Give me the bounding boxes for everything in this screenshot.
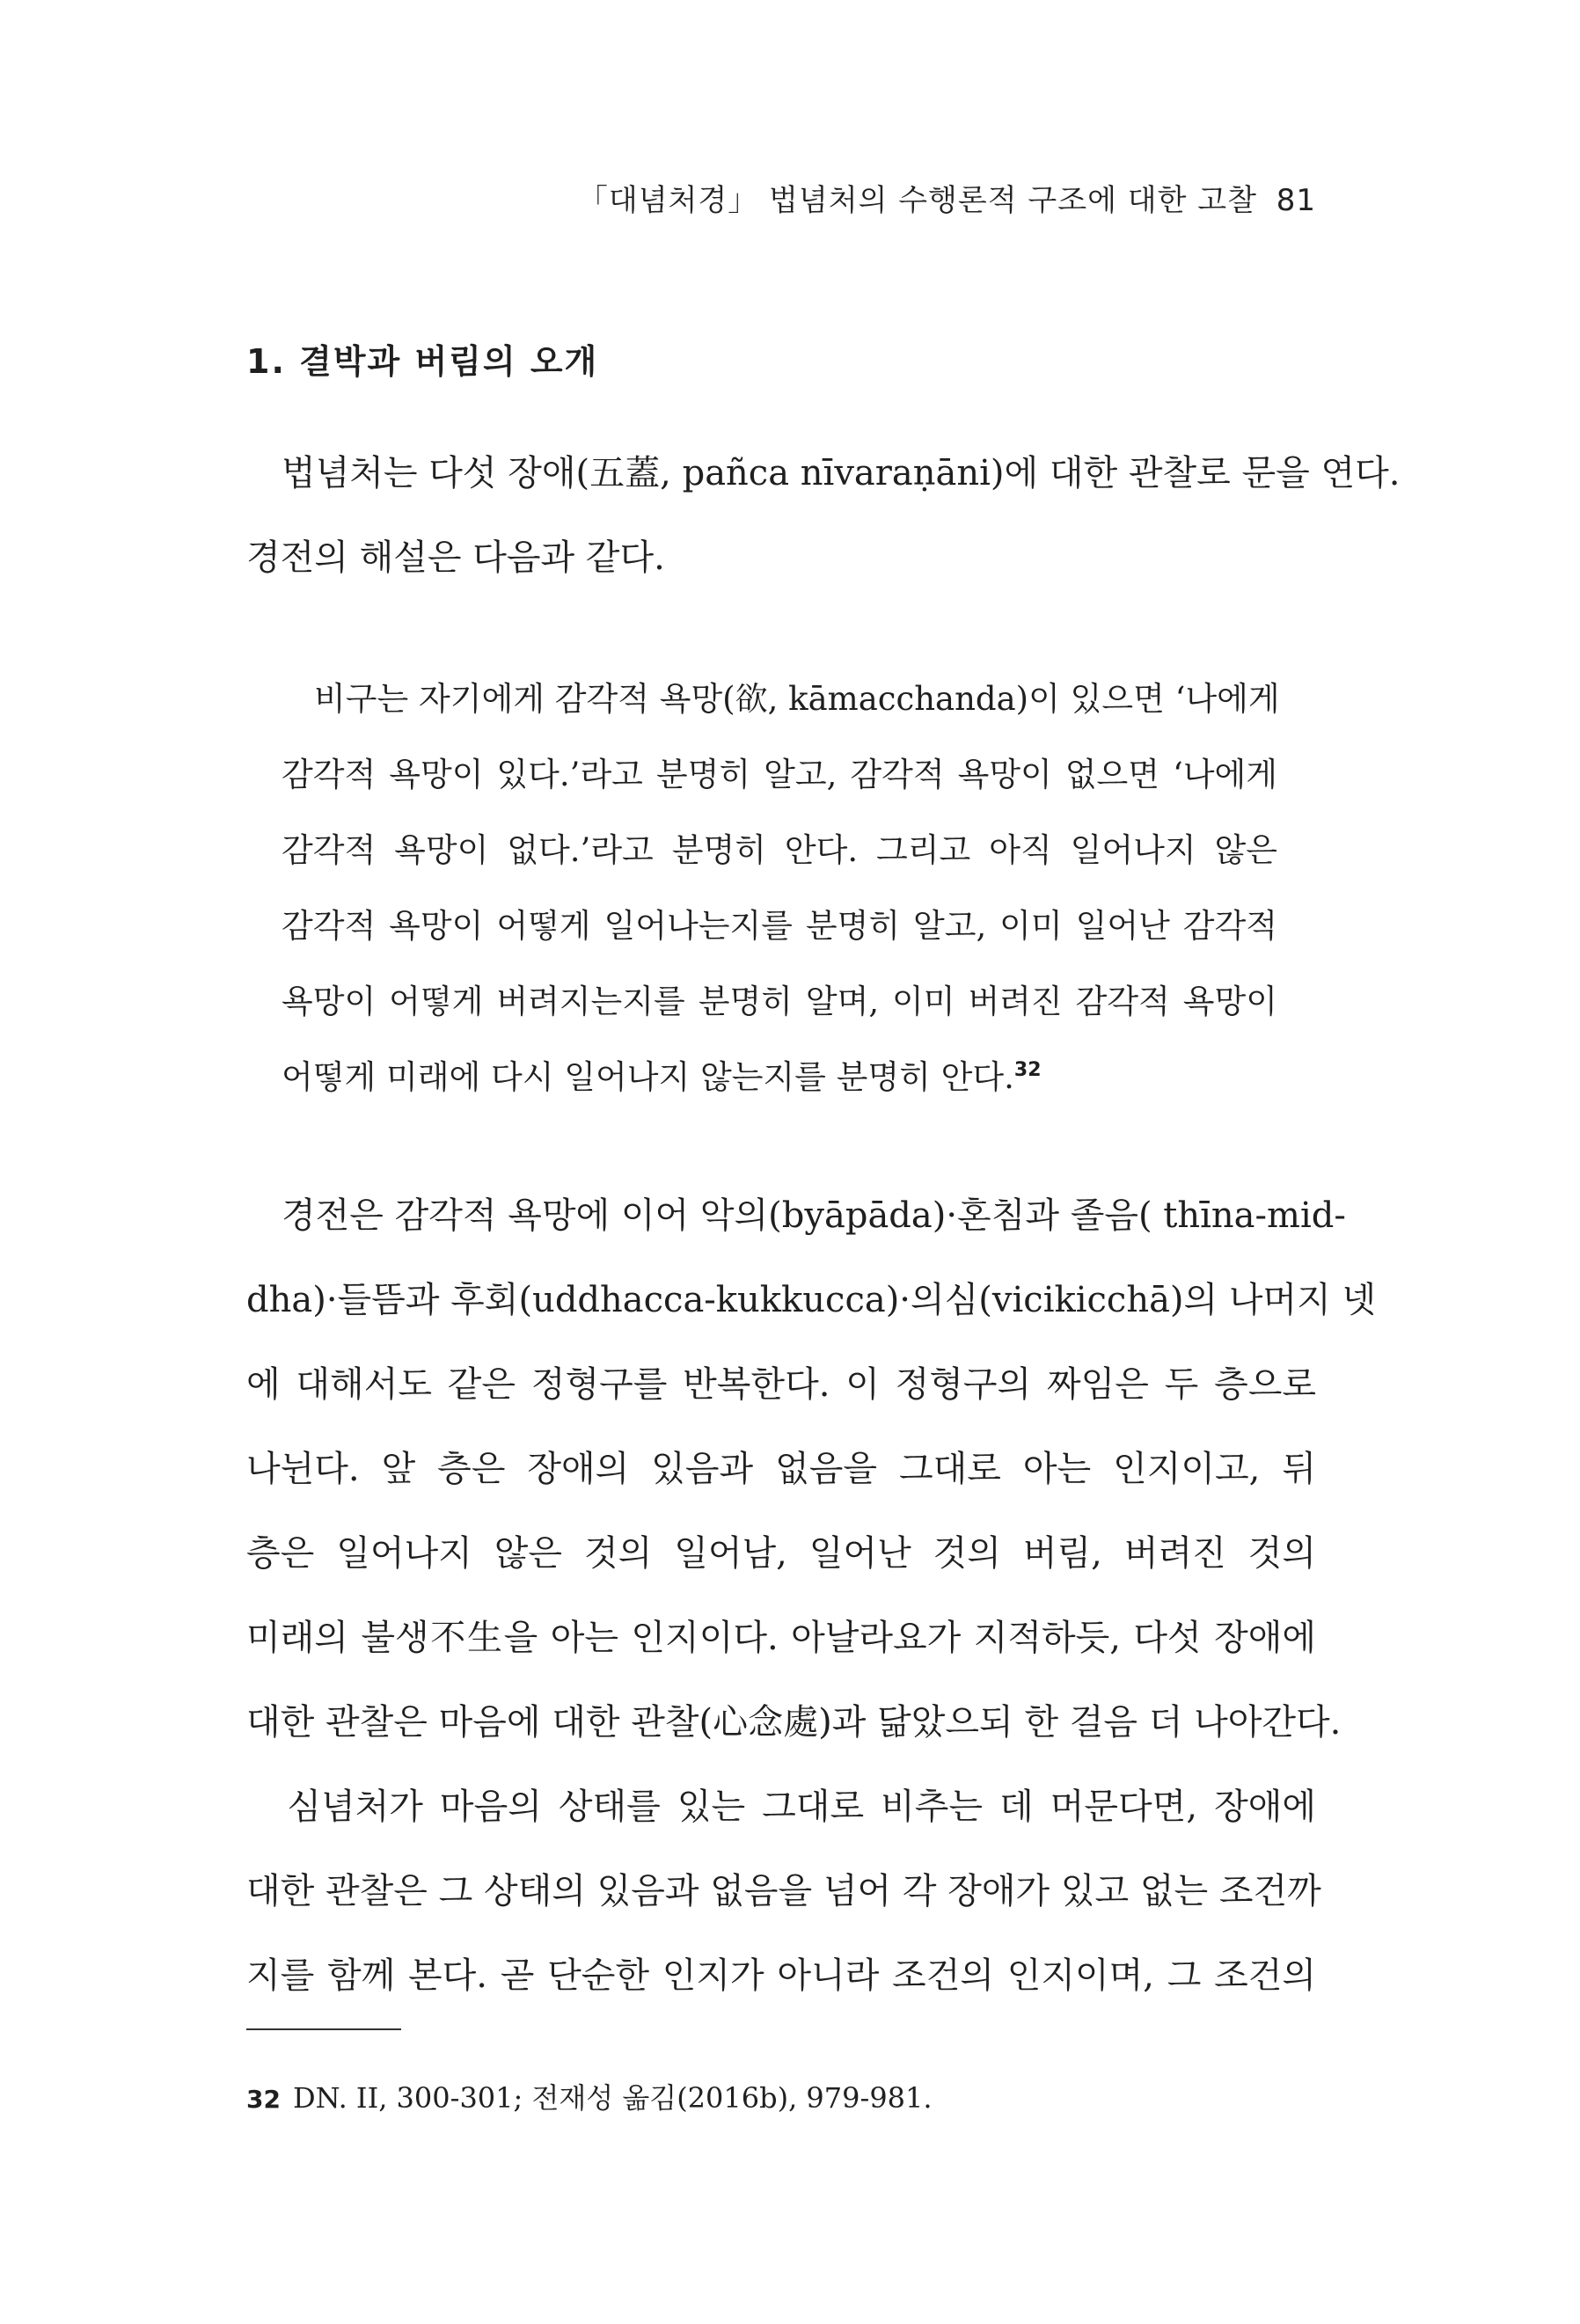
block-quote: [282, 661, 1280, 1115]
paragraph-line: 대한 관찰은 마음에 대한 관찰(心念處)과 닮았으되 한 걸음 더 나아간다.: [246, 1702, 1342, 1743]
quote-line-last: [282, 1040, 1277, 1115]
paragraph-line: 경전의 해설은 다음과 같다.: [246, 537, 665, 578]
footnotes: [246, 2076, 933, 2116]
footnote-number: 32: [246, 2085, 281, 2114]
paragraph-line: 경전은 감각적 욕망에 이어 악의(byāpāda)·혼침과 졸음( thīna-mid-: [246, 1195, 1346, 1236]
quote-line: 감각적 욕망이 어떻게 일어나는지를 분명히 알고, 이미 일어난 감각적: [282, 907, 1277, 945]
intro-paragraph: [246, 431, 1401, 600]
paragraph-line: 층은 일어나지 않은 것의 일어남, 일어난 것의 버림, 버려진 것의: [246, 1533, 1316, 1574]
section-heading: 1. 결박과 버림의 오개: [246, 342, 599, 381]
footnote-ref[interactable]: 32: [1013, 1059, 1042, 1081]
paragraph-line: 나뉜다. 앞 층은 장애의 있음과 없음을 그대로 아는 인지이고, 뒤: [246, 1449, 1316, 1489]
running-head-title: 「대념처경」 법념처의 수행론적 구조에 대한 고찰: [577, 183, 1257, 218]
footnote-item: [246, 2076, 933, 2116]
footnote-text: DN. II, 300-301; 전재성 옮김(2016b), 979-981.: [292, 2081, 933, 2115]
paragraph-line: 미래의 불생不生을 아는 인지이다. 아날라요가 지적하듯, 다섯 장애에: [246, 1618, 1316, 1658]
main-paragraph: [246, 1173, 1377, 2018]
running-head: [578, 176, 1316, 219]
paragraph-line: 지를 함께 본다. 곧 단순한 인지가 아니라 조건의 인지이며, 그 조건의: [246, 1955, 1316, 1996]
quote-line-text: 어떻게 미래에 다시 일어나지 않는지를 분명히 안다.: [282, 1058, 1014, 1096]
quote-line: 감각적 욕망이 없다.’라고 분명히 안다. 그리고 아직 일어나지 않은: [282, 831, 1277, 869]
paragraph-line: 심념처가 마음의 상태를 있는 그대로 비추는 데 머문다면, 장애에: [246, 1787, 1316, 1827]
quote-line: 감각적 욕망이 있다.’라고 분명히 알고, 감각적 욕망이 없으면 ‘나에게: [282, 756, 1277, 793]
footnote-divider: [246, 2028, 401, 2030]
quote-line: 비구는 자기에게 감각적 욕망(欲, kāmacchanda)이 있으면 ‘나에게: [282, 680, 1280, 718]
paragraph-line: 법념처는 다섯 장애(五蓋, pañca nīvaraṇāni)에 대한 관찰로 문을 연다.: [246, 453, 1401, 493]
paragraph-line: 대한 관찰은 그 상태의 있음과 없음을 넘어 각 장애가 있고 없는 조건까: [246, 1871, 1321, 1911]
page-number: 81: [1276, 183, 1316, 218]
paragraph-line: dha)·들뜸과 후회(uddhacca-kukkucca)·의심(vicikicchā)의 나머지 넷: [246, 1280, 1377, 1320]
paragraph-line: 에 대해서도 같은 정형구를 반복한다. 이 정형구의 짜임은 두 층으로: [246, 1364, 1316, 1405]
quote-line: 욕망이 어떻게 버려지는지를 분명히 알며, 이미 버려진 감각적 욕망이: [282, 983, 1277, 1020]
